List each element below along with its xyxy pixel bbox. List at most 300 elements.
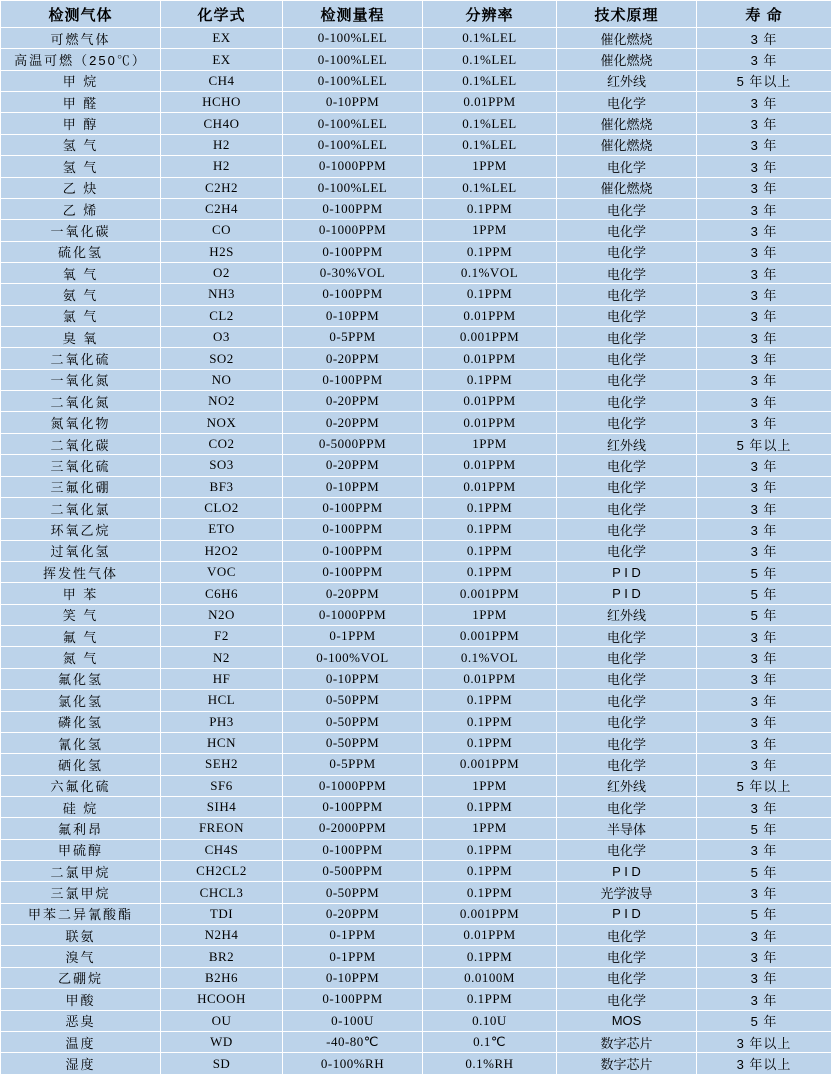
cell-detection-range: 0-100PPM xyxy=(283,198,423,219)
cell-gas-name: 可燃气体 xyxy=(1,28,161,49)
cell-resolution: 0.001PPM xyxy=(423,583,557,604)
table-row xyxy=(1,70,831,91)
cell-chemical-formula: N2 xyxy=(161,647,283,668)
cell-technology: 电化学 xyxy=(557,732,697,753)
table-row xyxy=(1,925,831,946)
cell-technology: 电化学 xyxy=(557,497,697,518)
cell-technology: 红外线 xyxy=(557,775,697,796)
table-row xyxy=(1,177,831,198)
cell-resolution: 0.001PPM xyxy=(423,903,557,924)
cell-resolution: 0.01PPM xyxy=(423,348,557,369)
cell-technology: 电化学 xyxy=(557,305,697,326)
cell-lifespan: 3 年 xyxy=(697,262,831,283)
cell-detection-range: 0-500PPM xyxy=(283,861,423,882)
cell-chemical-formula: VOC xyxy=(161,561,283,582)
cell-lifespan: 3 年 xyxy=(697,732,831,753)
cell-lifespan: 5 年 xyxy=(697,861,831,882)
cell-resolution: 0.01PPM xyxy=(423,668,557,689)
cell-chemical-formula: WD xyxy=(161,1031,283,1052)
cell-technology: 电化学 xyxy=(557,626,697,647)
cell-detection-range: 0-50PPM xyxy=(283,690,423,711)
cell-detection-range: 0-100U xyxy=(283,1010,423,1031)
cell-resolution: 0.1PPM xyxy=(423,519,557,540)
table-row xyxy=(1,92,831,113)
cell-lifespan: 3 年 xyxy=(697,28,831,49)
cell-technology: 催化燃烧 xyxy=(557,177,697,198)
cell-gas-name: 甲 醛 xyxy=(1,92,161,113)
cell-lifespan: 3 年 xyxy=(697,796,831,817)
cell-chemical-formula: EX xyxy=(161,28,283,49)
cell-lifespan: 3 年 xyxy=(697,647,831,668)
cell-detection-range: 0-100PPM xyxy=(283,369,423,390)
cell-resolution: 0.1%LEL xyxy=(423,49,557,70)
cell-lifespan: 3 年 xyxy=(697,882,831,903)
table-row xyxy=(1,711,831,732)
cell-gas-name: 氢 气 xyxy=(1,156,161,177)
cell-gas-name: 硫化氢 xyxy=(1,241,161,262)
cell-gas-name: 环氧乙烷 xyxy=(1,519,161,540)
table-row xyxy=(1,540,831,561)
cell-lifespan: 3 年 xyxy=(697,177,831,198)
cell-gas-name: 氢 气 xyxy=(1,134,161,155)
cell-chemical-formula: CO2 xyxy=(161,433,283,454)
cell-gas-name: 恶臭 xyxy=(1,1010,161,1031)
cell-detection-range: 0-100PPM xyxy=(283,561,423,582)
cell-resolution: 0.1PPM xyxy=(423,540,557,561)
cell-resolution: 0.1PPM xyxy=(423,690,557,711)
table-row xyxy=(1,134,831,155)
cell-resolution: 0.1PPM xyxy=(423,369,557,390)
cell-detection-range: 0-1PPM xyxy=(283,925,423,946)
table-row xyxy=(1,113,831,134)
cell-technology: 电化学 xyxy=(557,711,697,732)
cell-gas-name: 氟利昂 xyxy=(1,818,161,839)
cell-detection-range: 0-50PPM xyxy=(283,711,423,732)
cell-chemical-formula: HCL xyxy=(161,690,283,711)
cell-chemical-formula: SEH2 xyxy=(161,754,283,775)
cell-detection-range: 0-100%VOL xyxy=(283,647,423,668)
column-header-gas-name: 检测气体 xyxy=(1,1,161,28)
cell-resolution: 0.01PPM xyxy=(423,92,557,113)
table-row xyxy=(1,476,831,497)
cell-detection-range: 0-10PPM xyxy=(283,305,423,326)
cell-gas-name: 温度 xyxy=(1,1031,161,1052)
cell-technology: 电化学 xyxy=(557,519,697,540)
cell-chemical-formula: SD xyxy=(161,1053,283,1075)
cell-chemical-formula: SF6 xyxy=(161,775,283,796)
table-body xyxy=(1,28,831,1075)
table-row xyxy=(1,989,831,1010)
cell-resolution: 0.1%LEL xyxy=(423,113,557,134)
cell-technology: 电化学 xyxy=(557,839,697,860)
cell-detection-range: 0-20PPM xyxy=(283,412,423,433)
cell-technology: 电化学 xyxy=(557,946,697,967)
cell-resolution: 0.1PPM xyxy=(423,711,557,732)
table-row xyxy=(1,305,831,326)
cell-detection-range: 0-20PPM xyxy=(283,391,423,412)
cell-technology: 电化学 xyxy=(557,412,697,433)
cell-resolution: 0.1℃ xyxy=(423,1031,557,1052)
cell-gas-name: 甲 苯 xyxy=(1,583,161,604)
cell-technology: 电化学 xyxy=(557,796,697,817)
table-row xyxy=(1,839,831,860)
cell-technology: 数字芯片 xyxy=(557,1031,697,1052)
cell-technology: 电化学 xyxy=(557,92,697,113)
cell-gas-name: 乙 烯 xyxy=(1,198,161,219)
cell-gas-name: 氟 气 xyxy=(1,626,161,647)
cell-technology: 电化学 xyxy=(557,284,697,305)
table-row xyxy=(1,604,831,625)
cell-lifespan: 3 年 xyxy=(697,49,831,70)
column-header-technology: 技术原理 xyxy=(557,1,697,28)
cell-gas-name: 甲酸 xyxy=(1,989,161,1010)
cell-lifespan: 3 年 xyxy=(697,348,831,369)
cell-chemical-formula: B2H6 xyxy=(161,967,283,988)
cell-lifespan: 3 年以上 xyxy=(697,1053,831,1075)
cell-lifespan: 3 年以上 xyxy=(697,1031,831,1052)
cell-technology: 电化学 xyxy=(557,690,697,711)
cell-gas-name: 挥发性气体 xyxy=(1,561,161,582)
table-row xyxy=(1,348,831,369)
cell-gas-name: 二氧化氯 xyxy=(1,497,161,518)
cell-technology: 电化学 xyxy=(557,647,697,668)
cell-chemical-formula: ETO xyxy=(161,519,283,540)
cell-resolution: 0.1PPM xyxy=(423,198,557,219)
cell-technology: 红外线 xyxy=(557,433,697,454)
cell-chemical-formula: O3 xyxy=(161,327,283,348)
cell-lifespan: 3 年 xyxy=(697,412,831,433)
cell-gas-name: 三氯甲烷 xyxy=(1,882,161,903)
cell-chemical-formula: H2 xyxy=(161,156,283,177)
cell-technology: 催化燃烧 xyxy=(557,28,697,49)
cell-resolution: 0.1%VOL xyxy=(423,647,557,668)
cell-chemical-formula: N2O xyxy=(161,604,283,625)
cell-detection-range: 0-100%RH xyxy=(283,1053,423,1075)
cell-lifespan: 3 年 xyxy=(697,626,831,647)
cell-chemical-formula: EX xyxy=(161,49,283,70)
cell-lifespan: 3 年 xyxy=(697,305,831,326)
cell-technology: 电化学 xyxy=(557,989,697,1010)
cell-gas-name: 氮 气 xyxy=(1,647,161,668)
cell-detection-range: 0-20PPM xyxy=(283,348,423,369)
cell-gas-name: 二氧化硫 xyxy=(1,348,161,369)
table-row xyxy=(1,391,831,412)
cell-resolution: 0.1PPM xyxy=(423,839,557,860)
cell-chemical-formula: NOX xyxy=(161,412,283,433)
table-row xyxy=(1,220,831,241)
cell-resolution: 0.1PPM xyxy=(423,882,557,903)
cell-detection-range: 0-1PPM xyxy=(283,946,423,967)
cell-lifespan: 3 年 xyxy=(697,497,831,518)
cell-gas-name: 氯 气 xyxy=(1,305,161,326)
table-row xyxy=(1,626,831,647)
cell-lifespan: 3 年 xyxy=(697,989,831,1010)
cell-technology: 电化学 xyxy=(557,925,697,946)
cell-chemical-formula: CH4 xyxy=(161,70,283,91)
cell-detection-range: 0-100PPM xyxy=(283,540,423,561)
cell-detection-range: 0-100%LEL xyxy=(283,113,423,134)
table-row xyxy=(1,49,831,70)
cell-detection-range: 0-100PPM xyxy=(283,519,423,540)
cell-gas-name: 二氧化碳 xyxy=(1,433,161,454)
cell-detection-range: 0-50PPM xyxy=(283,882,423,903)
cell-detection-range: 0-1PPM xyxy=(283,626,423,647)
cell-lifespan: 3 年 xyxy=(697,967,831,988)
cell-resolution: 1PPM xyxy=(423,818,557,839)
cell-resolution: 0.01PPM xyxy=(423,305,557,326)
cell-technology: P I D xyxy=(557,903,697,924)
cell-detection-range: 0-1000PPM xyxy=(283,775,423,796)
cell-detection-range: 0-100PPM xyxy=(283,796,423,817)
column-header-chemical-formula: 化学式 xyxy=(161,1,283,28)
cell-detection-range: 0-1000PPM xyxy=(283,220,423,241)
cell-lifespan: 3 年 xyxy=(697,519,831,540)
cell-technology: 催化燃烧 xyxy=(557,134,697,155)
cell-chemical-formula: O2 xyxy=(161,262,283,283)
table-row xyxy=(1,1031,831,1052)
cell-technology: 光学波导 xyxy=(557,882,697,903)
table-row xyxy=(1,369,831,390)
cell-chemical-formula: CH4S xyxy=(161,839,283,860)
cell-chemical-formula: H2O2 xyxy=(161,540,283,561)
table-row xyxy=(1,156,831,177)
cell-gas-name: 氮氧化物 xyxy=(1,412,161,433)
cell-detection-range: 0-10PPM xyxy=(283,476,423,497)
cell-resolution: 0.10U xyxy=(423,1010,557,1031)
cell-gas-name: 一氧化碳 xyxy=(1,220,161,241)
cell-chemical-formula: CLO2 xyxy=(161,497,283,518)
table-header-row xyxy=(1,1,831,28)
cell-lifespan: 3 年 xyxy=(697,220,831,241)
cell-chemical-formula: TDI xyxy=(161,903,283,924)
cell-gas-name: 六氟化硫 xyxy=(1,775,161,796)
cell-resolution: 0.1PPM xyxy=(423,284,557,305)
cell-chemical-formula: SO2 xyxy=(161,348,283,369)
cell-resolution: 0.1PPM xyxy=(423,861,557,882)
cell-lifespan: 3 年 xyxy=(697,369,831,390)
cell-resolution: 1PPM xyxy=(423,156,557,177)
cell-technology: 电化学 xyxy=(557,156,697,177)
cell-resolution: 0.0100M xyxy=(423,967,557,988)
table-row xyxy=(1,1053,831,1075)
cell-detection-range: 0-10PPM xyxy=(283,967,423,988)
cell-chemical-formula: NO2 xyxy=(161,391,283,412)
cell-detection-range: 0-1000PPM xyxy=(283,156,423,177)
cell-lifespan: 3 年 xyxy=(697,946,831,967)
cell-detection-range: 0-20PPM xyxy=(283,455,423,476)
cell-resolution: 0.001PPM xyxy=(423,626,557,647)
table-row xyxy=(1,882,831,903)
cell-resolution: 1PPM xyxy=(423,604,557,625)
cell-lifespan: 3 年 xyxy=(697,284,831,305)
cell-lifespan: 3 年 xyxy=(697,241,831,262)
cell-lifespan: 3 年 xyxy=(697,455,831,476)
cell-gas-name: 氧 气 xyxy=(1,262,161,283)
column-header-detection-range: 检测量程 xyxy=(283,1,423,28)
cell-detection-range: 0-100%LEL xyxy=(283,134,423,155)
cell-technology: 电化学 xyxy=(557,198,697,219)
cell-technology: 红外线 xyxy=(557,70,697,91)
cell-lifespan: 3 年 xyxy=(697,839,831,860)
cell-lifespan: 3 年 xyxy=(697,92,831,113)
column-header-resolution: 分辨率 xyxy=(423,1,557,28)
cell-resolution: 0.01PPM xyxy=(423,925,557,946)
cell-detection-range: 0-5PPM xyxy=(283,754,423,775)
cell-gas-name: 甲硫醇 xyxy=(1,839,161,860)
cell-technology: MOS xyxy=(557,1010,697,1031)
cell-gas-name: 硅 烷 xyxy=(1,796,161,817)
cell-chemical-formula: PH3 xyxy=(161,711,283,732)
cell-resolution: 0.01PPM xyxy=(423,391,557,412)
column-header-lifespan: 寿 命 xyxy=(697,1,831,28)
table-row xyxy=(1,198,831,219)
cell-chemical-formula: BR2 xyxy=(161,946,283,967)
cell-resolution: 0.001PPM xyxy=(423,327,557,348)
cell-lifespan: 5 年 xyxy=(697,561,831,582)
cell-resolution: 0.1PPM xyxy=(423,497,557,518)
table-row xyxy=(1,284,831,305)
cell-detection-range: 0-100PPM xyxy=(283,497,423,518)
cell-gas-name: 高温可燃（250℃） xyxy=(1,49,161,70)
cell-gas-name: 联氨 xyxy=(1,925,161,946)
cell-detection-range: 0-50PPM xyxy=(283,732,423,753)
table-row xyxy=(1,561,831,582)
table-row xyxy=(1,946,831,967)
cell-technology: 电化学 xyxy=(557,540,697,561)
table-row xyxy=(1,433,831,454)
cell-technology: 电化学 xyxy=(557,241,697,262)
cell-chemical-formula: HF xyxy=(161,668,283,689)
cell-gas-name: 溴气 xyxy=(1,946,161,967)
cell-lifespan: 5 年 xyxy=(697,903,831,924)
cell-gas-name: 氨 气 xyxy=(1,284,161,305)
cell-gas-name: 甲苯二异氰酸酯 xyxy=(1,903,161,924)
cell-lifespan: 3 年 xyxy=(697,690,831,711)
cell-lifespan: 3 年 xyxy=(697,134,831,155)
cell-chemical-formula: NH3 xyxy=(161,284,283,305)
cell-resolution: 0.01PPM xyxy=(423,455,557,476)
cell-gas-name: 乙 炔 xyxy=(1,177,161,198)
cell-technology: P I D xyxy=(557,861,697,882)
cell-detection-range: 0-100PPM xyxy=(283,241,423,262)
cell-technology: 电化学 xyxy=(557,327,697,348)
cell-gas-name: 二氧化氮 xyxy=(1,391,161,412)
cell-technology: 电化学 xyxy=(557,668,697,689)
table-row xyxy=(1,668,831,689)
cell-chemical-formula: CH4O xyxy=(161,113,283,134)
cell-chemical-formula: FREON xyxy=(161,818,283,839)
cell-chemical-formula: BF3 xyxy=(161,476,283,497)
table-row xyxy=(1,647,831,668)
table-row xyxy=(1,241,831,262)
table-row xyxy=(1,818,831,839)
table-row xyxy=(1,903,831,924)
cell-resolution: 0.1PPM xyxy=(423,796,557,817)
cell-technology: 电化学 xyxy=(557,391,697,412)
cell-resolution: 0.1PPM xyxy=(423,561,557,582)
cell-detection-range: 0-100%LEL xyxy=(283,70,423,91)
cell-lifespan: 3 年 xyxy=(697,198,831,219)
cell-technology: 电化学 xyxy=(557,476,697,497)
cell-resolution: 1PPM xyxy=(423,775,557,796)
cell-chemical-formula: HCHO xyxy=(161,92,283,113)
cell-detection-range: 0-10PPM xyxy=(283,668,423,689)
cell-gas-name: 过氧化氢 xyxy=(1,540,161,561)
cell-gas-name: 湿度 xyxy=(1,1053,161,1075)
cell-technology: P I D xyxy=(557,583,697,604)
cell-gas-name: 氰化氢 xyxy=(1,732,161,753)
table-row xyxy=(1,796,831,817)
cell-detection-range: 0-100PPM xyxy=(283,989,423,1010)
table-row xyxy=(1,583,831,604)
cell-technology: 半导体 xyxy=(557,818,697,839)
cell-resolution: 0.1%LEL xyxy=(423,70,557,91)
cell-chemical-formula: C2H2 xyxy=(161,177,283,198)
cell-gas-name: 笑 气 xyxy=(1,604,161,625)
cell-resolution: 0.1%LEL xyxy=(423,177,557,198)
cell-detection-range: 0-100%LEL xyxy=(283,177,423,198)
cell-chemical-formula: SO3 xyxy=(161,455,283,476)
cell-resolution: 1PPM xyxy=(423,433,557,454)
table-row xyxy=(1,775,831,796)
cell-gas-name: 甲 烷 xyxy=(1,70,161,91)
table-row xyxy=(1,497,831,518)
cell-technology: 催化燃烧 xyxy=(557,113,697,134)
cell-chemical-formula: CL2 xyxy=(161,305,283,326)
cell-resolution: 0.001PPM xyxy=(423,754,557,775)
cell-lifespan: 5 年以上 xyxy=(697,433,831,454)
cell-detection-range: 0-5000PPM xyxy=(283,433,423,454)
cell-lifespan: 5 年 xyxy=(697,583,831,604)
table-row xyxy=(1,690,831,711)
cell-resolution: 0.1PPM xyxy=(423,946,557,967)
cell-chemical-formula: C2H4 xyxy=(161,198,283,219)
cell-chemical-formula: N2H4 xyxy=(161,925,283,946)
cell-lifespan: 5 年以上 xyxy=(697,775,831,796)
cell-gas-name: 氯化氢 xyxy=(1,690,161,711)
cell-chemical-formula: NO xyxy=(161,369,283,390)
cell-resolution: 0.1PPM xyxy=(423,989,557,1010)
cell-technology: 电化学 xyxy=(557,348,697,369)
cell-resolution: 1PPM xyxy=(423,220,557,241)
cell-chemical-formula: F2 xyxy=(161,626,283,647)
cell-technology: 催化燃烧 xyxy=(557,49,697,70)
table-row xyxy=(1,861,831,882)
cell-lifespan: 3 年 xyxy=(697,391,831,412)
cell-lifespan: 5 年 xyxy=(697,1010,831,1031)
cell-chemical-formula: SIH4 xyxy=(161,796,283,817)
cell-technology: 电化学 xyxy=(557,455,697,476)
cell-chemical-formula: HCOOH xyxy=(161,989,283,1010)
cell-chemical-formula: HCN xyxy=(161,732,283,753)
cell-lifespan: 3 年 xyxy=(697,156,831,177)
cell-chemical-formula: CO xyxy=(161,220,283,241)
cell-gas-name: 一氧化氮 xyxy=(1,369,161,390)
cell-detection-range: 0-20PPM xyxy=(283,903,423,924)
table-row xyxy=(1,1010,831,1031)
cell-resolution: 0.1%LEL xyxy=(423,28,557,49)
cell-lifespan: 3 年 xyxy=(697,476,831,497)
cell-detection-range: 0-20PPM xyxy=(283,583,423,604)
cell-resolution: 0.1%LEL xyxy=(423,134,557,155)
cell-detection-range: 0-100%LEL xyxy=(283,28,423,49)
cell-lifespan: 3 年 xyxy=(697,711,831,732)
table-row xyxy=(1,28,831,49)
cell-gas-name: 二氯甲烷 xyxy=(1,861,161,882)
cell-detection-range: 0-10PPM xyxy=(283,92,423,113)
cell-chemical-formula: C6H6 xyxy=(161,583,283,604)
cell-resolution: 0.1%RH xyxy=(423,1053,557,1075)
